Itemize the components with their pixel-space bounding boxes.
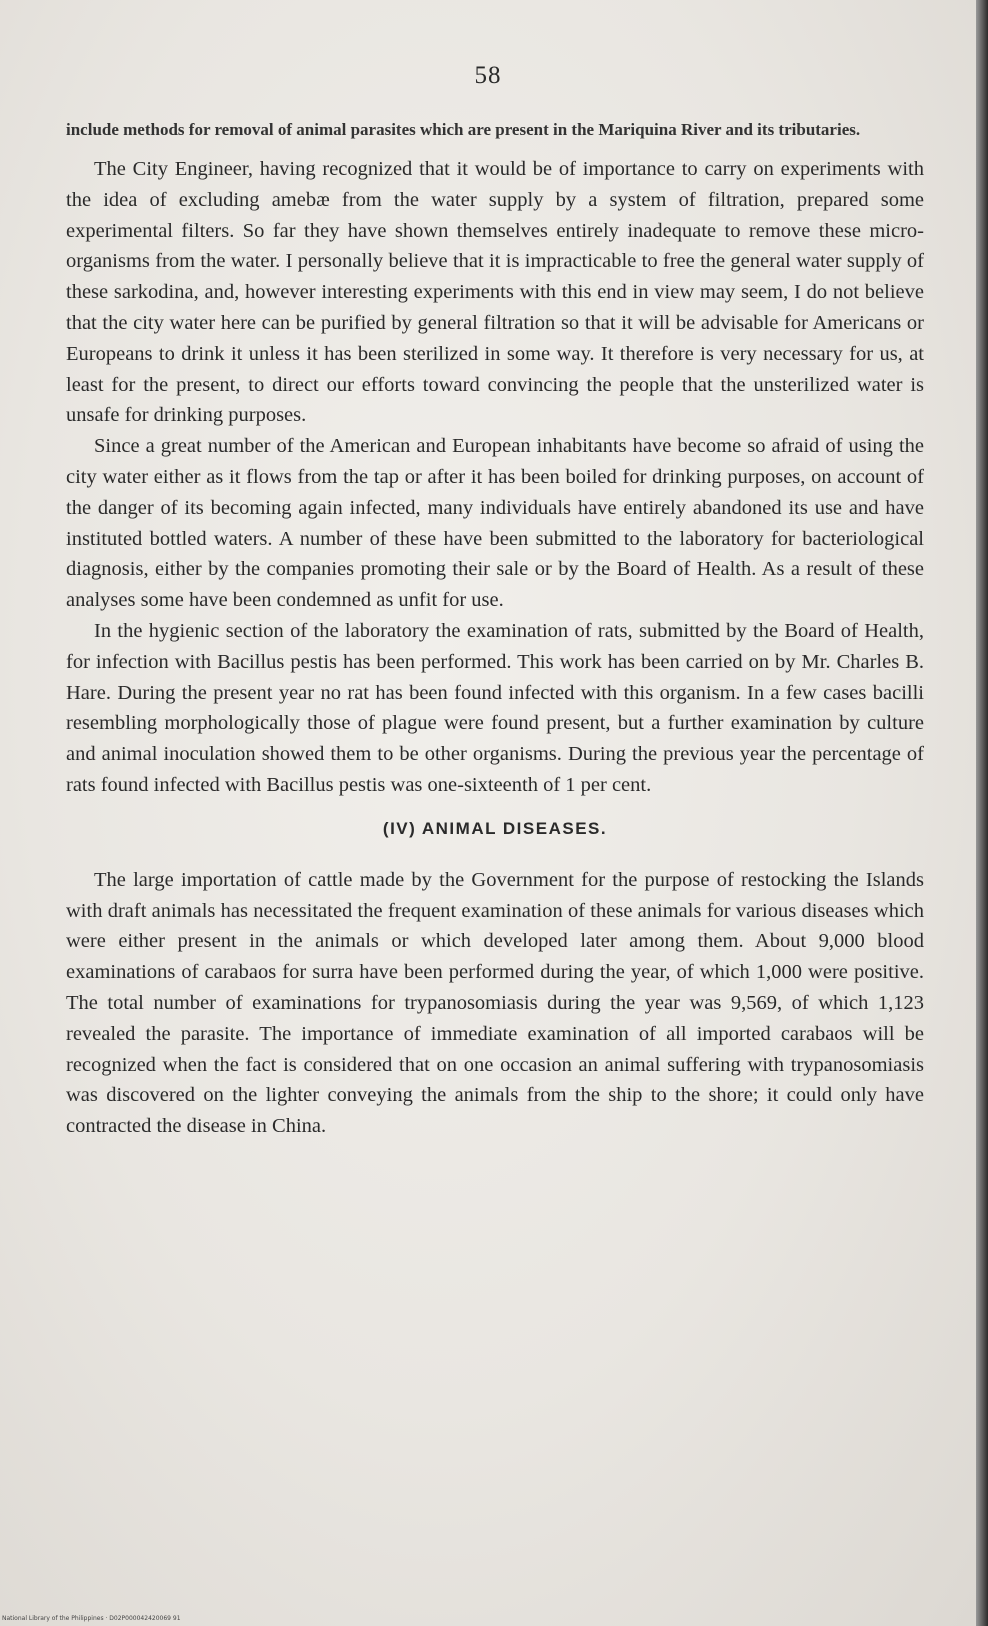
continuation-paragraph: include methods for removal of animal parasites which are present in the Mariquina River and its tributaries.: [66, 120, 861, 139]
scan-edge-shadow: [976, 0, 988, 1626]
paragraph-filtration: The City Engineer, having recognized that it would be of importance to carry on experiments with the idea of excluding amebæ from the water supply by a system of filtration, prepared some experimental filters. So far they have shown themselves entirely inadequate to remove these micro-organisms from the water. I personally believe that it is impracticable to free the general water supply of these sarkodina, and, however interesting experiments with this end in view may seem, I do not believe that the city water here can be purified by general filtration so that it will be advisable for Americans or Europeans to drink it unless it has been sterilized in some way. It therefore is very necessary for us, at least for the present, to direct our efforts toward convincing the people that the unsterilized water is unsafe for drinking purposes.: [66, 158, 924, 427]
page-number: 58: [474, 62, 502, 89]
footer-credit: National Library of the Philippines · D02P000042420069 91: [2, 1615, 181, 1622]
page-body: [66, 116, 924, 1142]
section-heading: (IV) ANIMAL DISEASES.: [382, 818, 608, 838]
paragraph-animal-diseases: The large importation of cattle made by the Government for the purpose of restocking the Islands with draft animals has necessitated the frequent examination of these animals for various diseases which were either present in the animals or which developed later among them. About 9,000 blood examinations of carabaos for surra have been performed during the year, of which 1,000 were positive. The total number of examinations for trypanosomiasis during the year was 9,569, of which 1,123 revealed the parasite. The importance of immediate examination of all imported carabaos will be recognized when the fact is considered that on one occasion an animal suffering with trypanosomiasis was discovered on the lighter conveying the animals from the ship to the shore; it could only have contracted the disease in China.: [66, 868, 924, 1138]
paragraph-rat-examination: In the hygienic section of the laboratory the examination of rats, submitted by the Board of Health, for infection with Bacillus pestis has been performed. This work has been carried on by Mr. Charles B. Hare. During the present year no rat has been found infected with this organism. In a few cases bacilli resembling morphologically those of plague were found present, but a further examination by culture and animal inoculation showed them to be other organisms. During the previous year the percentage of rats found infected with Bacillus pestis was one-sixteenth of 1 per cent.: [66, 619, 924, 796]
paragraph-bottled-waters: Since a great number of the American and European inhabitants have become so afraid of using the city water either as it flows from the tap or after it has been boiled for drinking purposes, on account of the danger of its becoming again infected, many individuals have entirely abandoned its use and have instituted bottled waters. A number of these have been submitted to the laboratory for bacteriological diagnosis, either by the companies promoting their sale or by the Board of Health. As a result of these analyses some have been condemned as unfit for use.: [66, 435, 924, 612]
